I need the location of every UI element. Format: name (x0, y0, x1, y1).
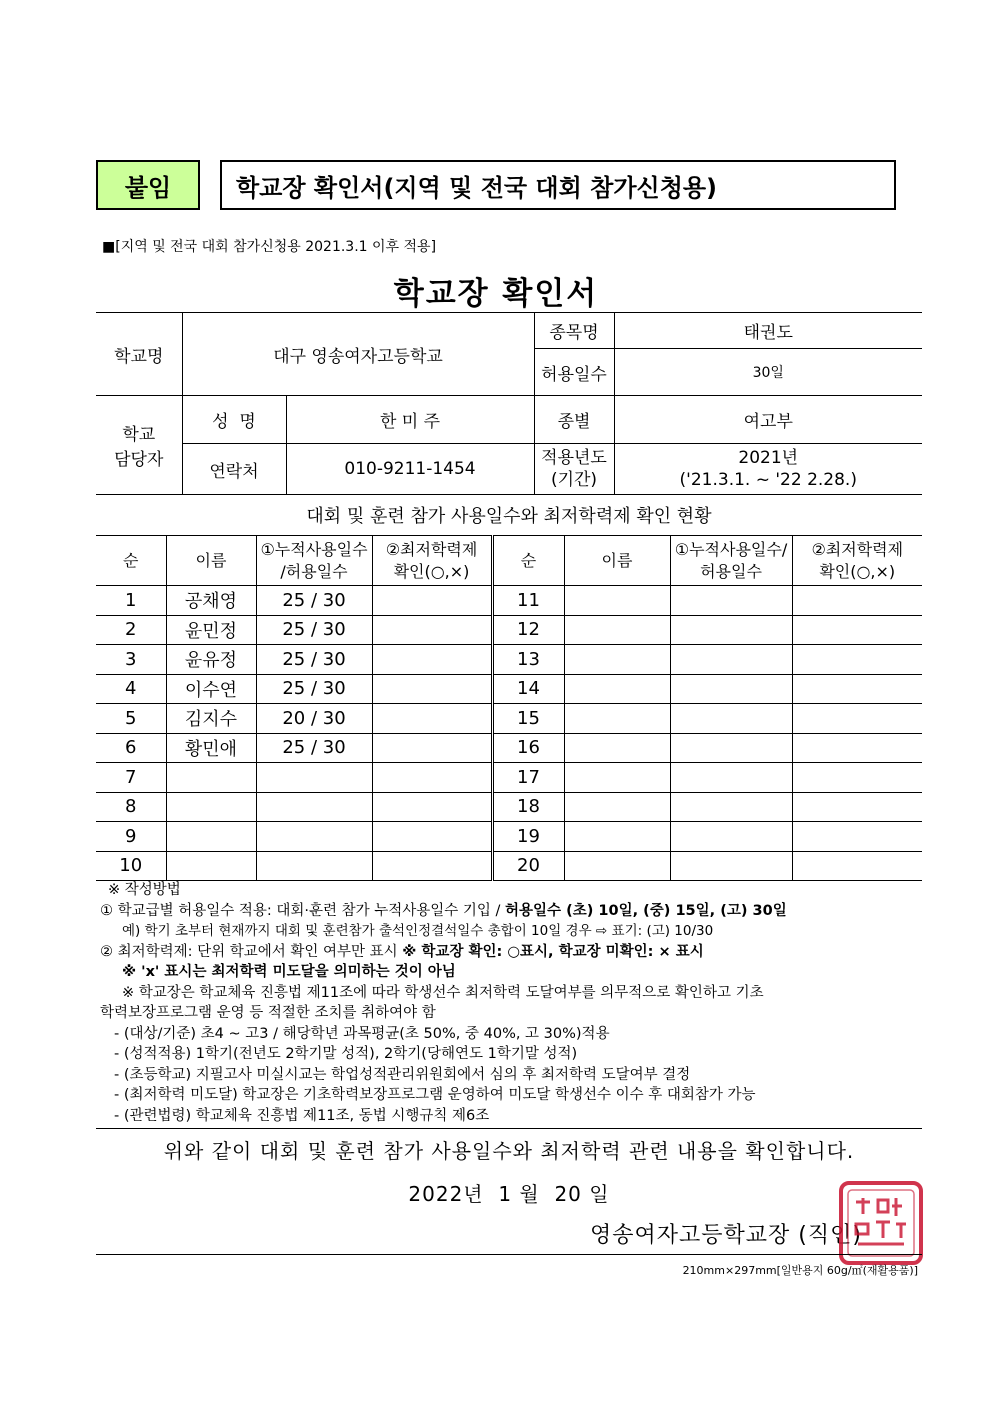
row-name-right (564, 704, 670, 734)
table-row (96, 615, 922, 645)
scope-note: ■[지역 및 전국 대회 참가신청용 2021.3.1 이후 적용] (102, 239, 437, 255)
confirm-text: 위와 같이 대회 및 훈련 참가 사용일수와 최저학력 관련 내용을 확인합니다. (163, 1139, 855, 1163)
row-check-right (792, 645, 922, 675)
notes-heading: ※ 작성방법 (108, 882, 181, 898)
row-name (166, 792, 256, 822)
detail-2: - (성적적용) 1학기(전년도 2학기말 성적), 2학기(당해연도 1학기말 성적) (114, 1046, 578, 1062)
row-no-right: 12 (492, 615, 564, 645)
section-title: 대회 및 훈련 참가 사용일수와 최저학력제 확인 현황 (306, 506, 712, 527)
row-days-right (670, 763, 792, 793)
row-check-right (792, 615, 922, 645)
row-check (372, 674, 492, 704)
row-check (372, 586, 492, 616)
event-label: 종목명 (534, 313, 614, 349)
note-1-example: 예) 학기 초부터 현재까지 대회 및 훈련참가 출석인정결석일수 총합이 10일 경우 ⇨ 표기: (고) 10/30 (122, 923, 714, 939)
division-label: 종별 (534, 396, 614, 444)
table-row (96, 586, 922, 616)
note-1-bold: 허용일수 (초) 10일, (중) 15일, (고) 30일 (505, 902, 787, 919)
detail-5: - (관련법령) 학교체육 진흥법 제11조, 동법 시행규칙 제6조 (114, 1107, 490, 1124)
row-days: 20 / 30 (256, 704, 372, 734)
divider-top (96, 1128, 922, 1129)
row-days-right (670, 586, 792, 616)
note-2-bold: ※ 학교장 확인: ○표시, 학교장 미확인: × 표시 (402, 943, 704, 960)
table-row (96, 645, 922, 675)
header-academic-line1: ②최저학력제 (385, 539, 478, 559)
row-check (372, 792, 492, 822)
row-days-right (670, 674, 792, 704)
row-check (372, 704, 492, 734)
row-check-right (792, 851, 922, 881)
header-name: 이름 (166, 536, 256, 586)
detail-3: - (초등학교) 지필고사 미실시교는 학업성적관리위원회에서 심의 후 최저학력 도달여부 결정 (114, 1066, 691, 1083)
row-days-right (670, 822, 792, 852)
row-no: 3 (96, 645, 166, 675)
row-name (166, 822, 256, 852)
header-days-right (670, 536, 792, 586)
row-no-right: 16 (492, 733, 564, 763)
year-value: 2021년 (738, 448, 799, 468)
row-days-right (670, 615, 792, 645)
date-text: 2022년 1 월 20 일 (408, 1182, 610, 1206)
row-days-right (670, 645, 792, 675)
row-check-right (792, 792, 922, 822)
row-no: 9 (96, 822, 166, 852)
header-days-line1: ①누적사용일수 (260, 539, 368, 559)
note-1-text: ① 학교급별 허용일수 적용: 대회·훈련 참가 누적사용일수 기입 / (100, 902, 506, 919)
row-no: 10 (96, 851, 166, 881)
row-name-right (564, 674, 670, 704)
row-check (372, 645, 492, 675)
row-no: 1 (96, 586, 166, 616)
row-check-right (792, 763, 922, 793)
row-no-right: 20 (492, 851, 564, 881)
header-days-right-line2: 허용일수 (700, 561, 762, 581)
usage-table (96, 535, 922, 881)
header-academic-line2: 확인(○,×) (393, 561, 470, 581)
header-days (256, 536, 372, 586)
row-days (256, 792, 372, 822)
note-2-c: ※ 'x' 표시는 최저학력 미도달을 의미하는 것이 아님 (122, 964, 456, 980)
year-label-line1: 적용년도 (541, 448, 607, 468)
detail-1: - (대상/기준) 초4 ~ 고3 / 해당학년 과목평균(초 50%, 중 40%, 고 30%)적용 (114, 1025, 610, 1042)
row-check (372, 851, 492, 881)
year-value-cell (614, 444, 922, 495)
manager-label (96, 396, 182, 495)
note-1 (100, 901, 930, 922)
row-no-right: 13 (492, 645, 564, 675)
row-no-right: 18 (492, 792, 564, 822)
instructions (100, 880, 930, 1126)
row-check (372, 763, 492, 793)
row-days: 25 / 30 (256, 586, 372, 616)
table-row (96, 704, 922, 734)
row-no-right: 19 (492, 822, 564, 852)
row-days: 25 / 30 (256, 615, 372, 645)
paper-spec: 210mm×297mm[일반용지 60g/㎡(재활용품)] (682, 1264, 918, 1277)
row-name: 윤민정 (166, 615, 256, 645)
row-no-right: 14 (492, 674, 564, 704)
signer-text: 영송여자고등학교장 (직인) (590, 1223, 862, 1248)
row-no-right: 11 (492, 586, 564, 616)
row-days: 25 / 30 (256, 645, 372, 675)
row-days-right (670, 851, 792, 881)
divider-bottom (96, 1254, 922, 1255)
row-days-right (670, 792, 792, 822)
division-value: 여고부 (614, 396, 922, 444)
year-label-line2: (기간) (550, 470, 598, 490)
table-row (96, 674, 922, 704)
row-days-right (670, 733, 792, 763)
allow-value: 30일 (614, 349, 922, 396)
row-name-right (564, 733, 670, 763)
header-days-line2: /허용일수 (280, 561, 348, 581)
attachment-badge (96, 160, 200, 210)
period-value: ('21.3.1. ~ '22 2.28.) (679, 470, 857, 490)
row-name: 황민애 (166, 733, 256, 763)
doc-title: 학교장 확인서 (393, 276, 599, 312)
row-name-right (564, 615, 670, 645)
form-title-box (220, 160, 896, 210)
row-no: 4 (96, 674, 166, 704)
contact-label: 연락처 (182, 444, 286, 495)
table-row (96, 851, 922, 881)
row-days-right (670, 704, 792, 734)
school-value: 대구 영송여자고등학교 (182, 313, 534, 396)
header-academic-right (792, 536, 922, 586)
row-no: 2 (96, 615, 166, 645)
row-name-right (564, 645, 670, 675)
header-no-right: 순 (492, 536, 564, 586)
detail-4: - (최저학력 미도달) 학교장은 기초학력보장프로그램 운영하여 미도달 학생선수 이수 후 대회참가 가능 (114, 1087, 756, 1103)
row-name-right (564, 763, 670, 793)
note-2 (100, 942, 930, 963)
header-name-right: 이름 (564, 536, 670, 586)
table-row (96, 822, 922, 852)
row-name: 김지수 (166, 704, 256, 734)
row-name (166, 763, 256, 793)
header-academic-right-line1: ②최저학력제 (811, 539, 904, 559)
row-check-right (792, 674, 922, 704)
row-name: 이수연 (166, 674, 256, 704)
row-days: 25 / 30 (256, 674, 372, 704)
row-check-right (792, 733, 922, 763)
row-name-right (564, 792, 670, 822)
attachment-label: 붙임 (124, 173, 172, 202)
note-2-d: ※ 학교장은 학교체육 진흥법 제11조에 따라 학생선수 최저학력 도달여부를 의무적으로 확인하고 기초 (122, 984, 764, 1001)
row-name-right (564, 822, 670, 852)
form-title: 학교장 확인서(지역 및 전국 대회 참가신청용) (236, 173, 718, 202)
row-days (256, 822, 372, 852)
row-check-right (792, 586, 922, 616)
allow-label: 허용일수 (534, 349, 614, 396)
info-table (96, 312, 922, 495)
table-row (96, 763, 922, 793)
year-label (534, 444, 614, 495)
header-days-right-line1: ①누적사용일수/ (674, 539, 788, 559)
note-2-text: ② 최저학력제: 단위 학교에서 확인 여부만 표시 (100, 943, 403, 960)
name-label: 성 명 (182, 396, 286, 444)
contact-value: 010-9211-1454 (286, 444, 534, 495)
row-name: 윤유정 (166, 645, 256, 675)
header-academic-right-line2: 확인(○,×) (819, 561, 896, 581)
row-no: 5 (96, 704, 166, 734)
header-no: 순 (96, 536, 166, 586)
row-name-right (564, 586, 670, 616)
row-name: 공채영 (166, 586, 256, 616)
event-value: 태권도 (614, 313, 922, 349)
row-no: 8 (96, 792, 166, 822)
header-academic (372, 536, 492, 586)
table-row (96, 733, 922, 763)
row-days (256, 763, 372, 793)
row-no-right: 17 (492, 763, 564, 793)
note-2-e: 학력보장프로그램 운영 등 적절한 조치를 취하여야 함 (100, 1005, 436, 1021)
row-check-right (792, 822, 922, 852)
row-check-right (792, 704, 922, 734)
school-label: 학교명 (96, 313, 182, 396)
name-value: 한 미 주 (286, 396, 534, 444)
manager-label-line1: 학교 (122, 425, 156, 445)
row-name-right (564, 851, 670, 881)
row-name (166, 851, 256, 881)
manager-label-line2: 담당자 (114, 450, 164, 470)
row-check (372, 615, 492, 645)
row-no: 6 (96, 733, 166, 763)
row-days: 25 / 30 (256, 733, 372, 763)
row-no-right: 15 (492, 704, 564, 734)
row-no: 7 (96, 763, 166, 793)
row-check (372, 822, 492, 852)
table-row (96, 792, 922, 822)
row-days (256, 851, 372, 881)
row-check (372, 733, 492, 763)
